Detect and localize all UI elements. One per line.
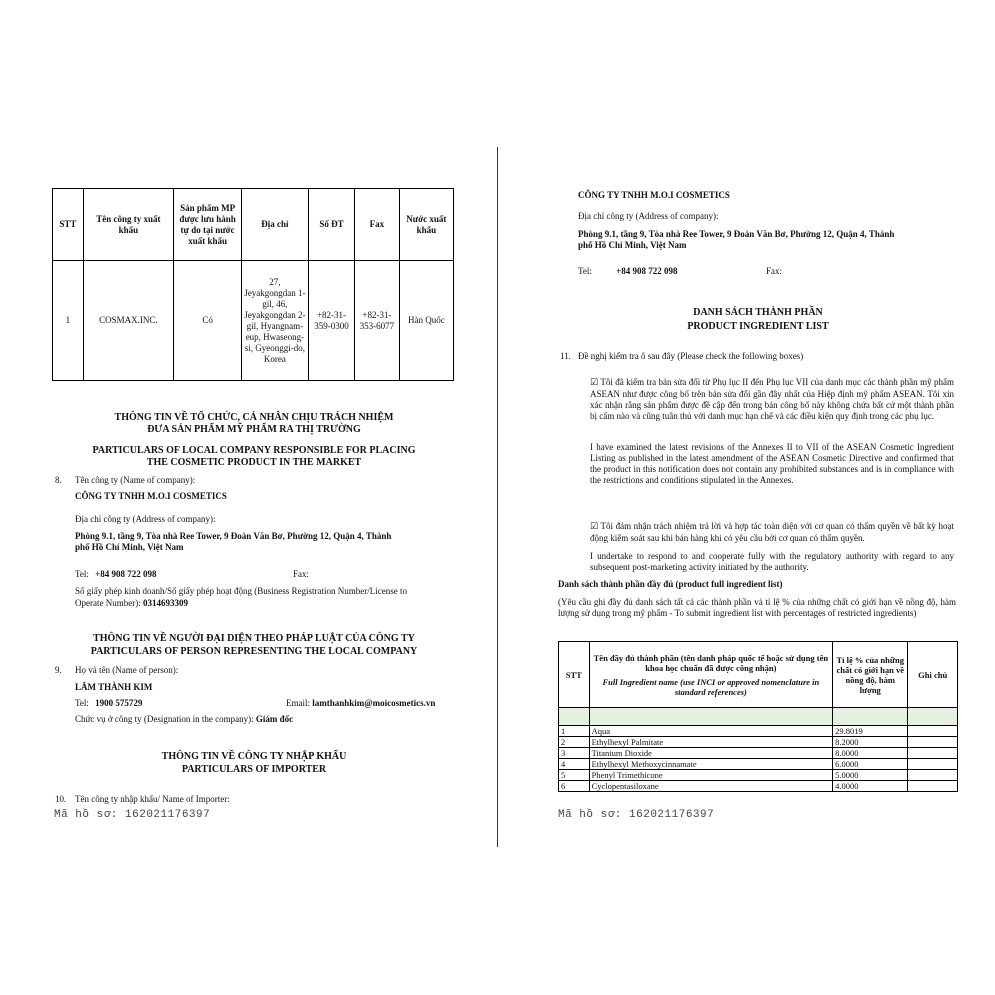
cell-country: Hàn Quốc <box>399 261 453 381</box>
row-ingredient: Cyclopentasiloxane <box>589 781 833 792</box>
th-phone: Số ĐT <box>308 189 354 261</box>
th2-stt: STT <box>559 642 590 708</box>
address-line-2: phố Hồ Chí Minh, Việt Nam <box>75 542 184 552</box>
check1-en: I have examined the latest revisions of the Annexes II to VII of the ASEAN Cosmetic Ingredient Listing as published in the latest amendment of the ASEAN Cosmetic Directive and confirmed that the product in this notification does not contain any prohibited substances and is in compliance with the restrictions and conditions stipulated in the Annexes. <box>590 442 954 485</box>
table-spacer-row <box>559 708 958 726</box>
table-row <box>559 737 958 748</box>
file-number-right: Mã hồ sơ: 162021176397 <box>558 809 715 821</box>
rep-title-en: PARTICULARS OF PERSON REPRESENTING THE LOCAL COMPANY <box>90 646 418 657</box>
item-number-9: 9. <box>55 665 62 675</box>
th-country: Nước xuất khẩu <box>399 189 453 261</box>
row-stt: 3 <box>559 748 590 759</box>
check2-vn <box>590 521 954 544</box>
check1-vn-text: Tôi đã kiểm tra bản sửa đổi từ Phụ lục II đến Phụ lục VII của danh mục các thành phần mỹ phẩm ASEAN như được công bố trên bản sửa đổi gần đây nhất của Hiệp định mỹ phẩm ASEAN. Tôi xin xác nhận rằng sản phẩm được đề cập đến trong bản công bố này không chứa bất cứ một thành phần bị cấm nào và cũng tuân thủ với danh mục hạn chế và các điều kiện quy định trong các phụ lục. <box>590 377 955 421</box>
address-label: Địa chỉ công ty (Address of company): <box>75 514 216 524</box>
cell-free-sale: Có <box>174 261 242 381</box>
full-list-note: (Yêu cầu ghi đầy đủ danh sách tất cả các thành phần và tỉ lệ % của những chất có giới hạn về nồng độ, hàm lượng sử dụng trong mỹ phẩm - To submit ingredient list with percentages of restricted ingredients) <box>558 597 956 618</box>
check1-vn <box>590 377 954 422</box>
table-row <box>53 261 454 381</box>
row-stt: 5 <box>559 770 590 781</box>
cell-fax: +82-31-353-6077 <box>355 261 399 381</box>
checkbox-checked-icon[interactable]: ☑ <box>590 378 599 388</box>
importer-title-vn: THÔNG TIN VỀ CÔNG TY NHẬP KHẨU <box>161 751 347 762</box>
th-free-sale: Sản phẩm MP được lưu hành tự do tại nước xuất khẩu <box>174 189 242 261</box>
tel-value: +84 908 722 098 <box>95 569 157 579</box>
th-address: Địa chỉ <box>242 189 309 261</box>
local-title-vn-2: ĐƯA SẢN PHẨM MỸ PHẨM RA THỊ TRƯỜNG <box>147 424 361 435</box>
check2-vn-text: Tôi đảm nhận trách nhiệm trả lời và hợp tác toàn diện với cơ quan có thẩm quyền về bất kỳ hoạt động kiểm soát sau khi bán hàng khi có yêu cầu bởi cơ quan có thẩm quyền. <box>590 521 955 543</box>
designation-row <box>75 714 293 725</box>
local-title-en-1: PARTICULARS OF LOCAL COMPANY RESPONSIBLE FOR PLACING <box>92 445 416 456</box>
importer-title-en: PARTICULARS OF IMPORTER <box>181 764 327 775</box>
designation-label: Chức vụ ở công ty (Designation in the company): <box>75 714 254 724</box>
company-label: Tên công ty (Name of company): <box>75 475 196 485</box>
table-row <box>559 726 958 737</box>
ingredient-title-vn: DANH SÁCH THÀNH PHẦN <box>693 307 823 318</box>
item-number-10: 10. <box>55 794 67 804</box>
row-ingredient: Phenyl Trimethicone <box>589 770 833 781</box>
row-percent: 29.8019 <box>833 726 908 737</box>
item-number-11: 11. <box>560 351 571 361</box>
checkbox-checked-icon[interactable]: ☑ <box>590 522 599 532</box>
th2-name-vn: Tên đầy đủ thành phần (tên danh pháp quốc tế hoặc sử dụng tên khoa học chuẩn đã được công nhận) <box>593 652 829 673</box>
address-line-1: Phòng 9.1, tầng 9, Tòa nhà Ree Tower, 9 Đoàn Văn Bơ, Phường 12, Quận 4, Thành <box>75 531 392 541</box>
license-row <box>75 598 188 609</box>
th-stt: STT <box>53 189 84 261</box>
row-stt: 4 <box>559 759 590 770</box>
local-title-en-2: THE COSMETIC PRODUCT IN THE MARKET <box>146 457 362 468</box>
th-company: Tên công ty xuất khẩu <box>83 189 173 261</box>
table-row <box>559 770 958 781</box>
designation-value: Giám đốc <box>255 714 294 724</box>
ingredient-table <box>558 641 958 792</box>
row-ingredient: Aqua <box>589 726 833 737</box>
license-number: 0314693309 <box>142 598 188 608</box>
importer-name-label: Tên công ty nhập khẩu/ Name of Importer: <box>75 794 230 804</box>
person-name: LÂM THÀNH KIM <box>75 682 153 692</box>
ingredient-title-en: PRODUCT INGREDIENT LIST <box>687 321 829 332</box>
rep-email-label: Email: <box>286 698 310 708</box>
row-stt: 6 <box>559 781 590 792</box>
exporter-table <box>52 188 454 381</box>
row-note <box>908 781 958 792</box>
rep-tel-label: Tel: <box>75 698 89 708</box>
cell-address: 27, Jeyakgongdan 1-gil, 46, Jeyakgongdan 2-gil, Hyangnam-eup, Hwaseong-si, Gyeonggi-do, Korea <box>242 261 309 381</box>
license-label-2: Operate Number): <box>75 598 141 608</box>
rep-tel-value: 1900 575729 <box>95 698 143 708</box>
row-note <box>908 748 958 759</box>
row-note <box>908 726 958 737</box>
r-address-label: Địa chỉ công ty (Address of company): <box>578 211 719 221</box>
r-company-name: CÔNG TY TNHH M.O.I COSMETICS <box>578 190 730 200</box>
table-row <box>559 748 958 759</box>
row-percent: 5.0000 <box>833 770 908 781</box>
row-ingredient: Ethylhexyl Methoxycinnamate <box>589 759 833 770</box>
table-row <box>559 781 958 792</box>
row-note <box>908 759 958 770</box>
full-list-title: Danh sách thành phần đầy đủ (product full ingredient list) <box>558 579 783 589</box>
th2-name <box>589 642 833 708</box>
person-name-label: Họ và tên (Name of person): <box>75 665 179 675</box>
check2-en: I undertake to respond to and cooperate fully with the regulatory authority with regard to any subsequent post-marketing activity initiated by the authority. <box>590 551 954 572</box>
th2-note: Ghi chú <box>908 642 958 708</box>
row-ingredient: Titanium Dioxide <box>589 748 833 759</box>
cell-phone: +82-31-359-0300 <box>308 261 354 381</box>
license-label-1: Số giấy phép kinh doanh/Số giấy phép hoạt động (Business Registration Number/License to <box>75 586 407 596</box>
company-name: CÔNG TY TNHH M.O.I COSMETICS <box>75 491 227 501</box>
r-address-line-1: Phòng 9.1, tầng 9, Tòa nhà Ree Tower, 9 Đoàn Văn Bơ, Phường 12, Quận 4, Thành <box>578 229 895 239</box>
r-tel-row <box>578 266 678 277</box>
row-percent: 8.2000 <box>833 737 908 748</box>
table-row <box>559 759 958 770</box>
row-note <box>908 770 958 781</box>
row-ingredient: Ethylhexyl Palmitate <box>589 737 833 748</box>
cell-company: COSMAX.INC. <box>83 261 173 381</box>
fax-label: Fax: <box>293 569 310 579</box>
r-tel-value: +84 908 722 098 <box>616 266 678 276</box>
row-percent: 4.0000 <box>833 781 908 792</box>
tel-label: Tel: <box>75 569 89 579</box>
local-title-vn-1: THÔNG TIN VỀ TỔ CHỨC, CÁ NHÂN CHỊU TRÁCH NHIỆM <box>114 412 394 423</box>
row-stt: 1 <box>559 726 590 737</box>
row-percent: 8.0000 <box>833 748 908 759</box>
r-tel-label: Tel: <box>578 266 592 276</box>
r-fax-label: Fax: <box>766 266 783 276</box>
rep-email-value: lamthanhkim@moicosmetics.vn <box>312 698 436 708</box>
rep-email-row <box>286 698 435 709</box>
file-number-left: Mã hồ sơ: 162021176397 <box>54 809 211 821</box>
th2-name-en: Full Ingredient name (use INCI or approved nomenclature in standard references) <box>602 676 820 697</box>
cell-stt: 1 <box>53 261 84 381</box>
page-divider <box>497 147 498 847</box>
rep-title-vn: THÔNG TIN VỀ NGƯỜI ĐẠI DIỆN THEO PHÁP LUẬT CỦA CÔNG TY <box>93 633 415 644</box>
row-percent: 6.0000 <box>833 759 908 770</box>
rep-tel-row <box>75 698 142 709</box>
th-fax: Fax <box>355 189 399 261</box>
item-number-8: 8. <box>55 475 62 485</box>
th2-pct: Tỉ lệ % của những chất có giới hạn về nồng độ, hàm lượng <box>833 642 908 708</box>
row-stt: 2 <box>559 737 590 748</box>
check-intro: Đề nghị kiểm tra ô sau đây (Please check the following boxes) <box>578 351 804 361</box>
tel-row <box>75 569 157 580</box>
row-note <box>908 737 958 748</box>
r-address-line-2: phố Hồ Chí Minh, Việt Nam <box>578 240 687 250</box>
